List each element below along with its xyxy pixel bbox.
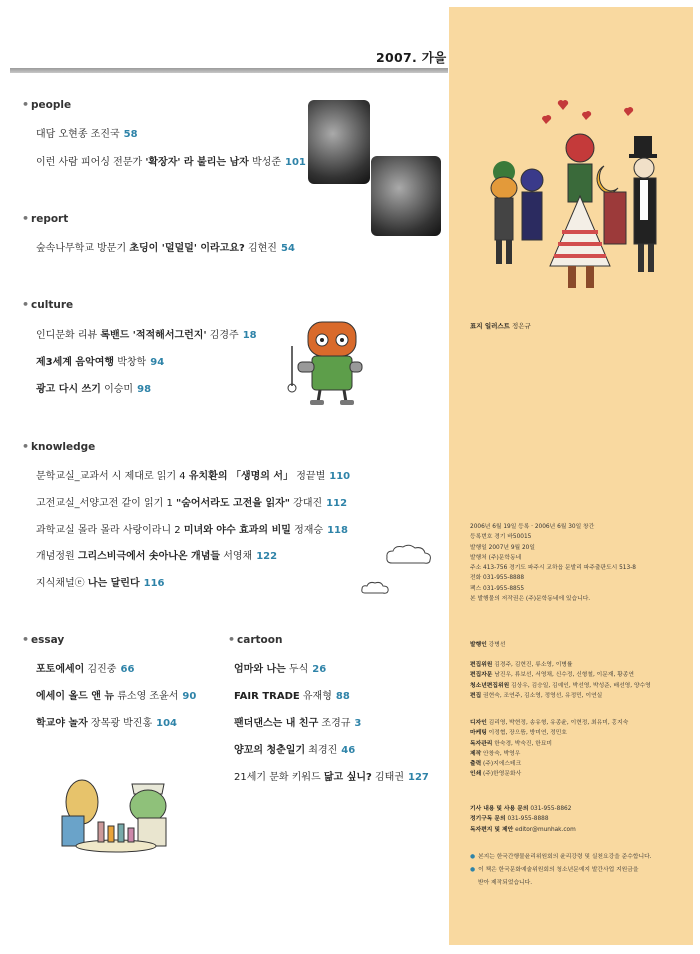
publication-info: 2006년 6월 19일 등록 · 2006년 6월 30일 창간 등록번호 경기 바50015 발행일 2007년 9월 20일 발행처 (주)문학동네 주소 413-756 경기도 파주시 교하읍 문발리 파주출판도시 513-8 전화 031-955-8888 팩스 031-955-8855 본 발행물의 저작권은 (주)문학동네에 있습니다. (470, 524, 636, 603)
section-essay (22, 633, 64, 646)
portrait-photo (371, 156, 441, 236)
section-culture (22, 298, 73, 311)
toc-entry[interactable]: 인디문화 리뷰 록밴드 '적적해서그런지' 김경주 18 (36, 330, 257, 341)
bullet-icon: • (22, 440, 30, 453)
production-staff: 디자인 김리영, 박현정, 송유형, 유종윤, 이현정, 최유미, 홍지숙 마케팅 이정협, 장으뜸, 방미연, 정민호 독자관리 한숙경, 박숙진, 한묘미 제작 안창숙, 박영우 출력 (주)지에스테크 인쇄 (주)한영문화사 (470, 720, 629, 778)
toc-entry[interactable]: 양꼬의 청춘일기 최경진 46 (234, 745, 356, 756)
toc-entry[interactable]: 개념정원 그리스비극에서 솟아나온 개념들 서영채 122 (36, 551, 278, 562)
bullet-icon: • (228, 633, 236, 646)
section-cartoon (228, 633, 282, 646)
section-title: culture (31, 299, 74, 311)
toc-entry[interactable]: 포토에세이 김진중 66 (36, 664, 135, 675)
section-report (22, 212, 68, 225)
toc-entry[interactable]: 과학교실 몰라 몰라 사랑이라니 2 미녀와 야수 효과의 비밀 정재승 118 (36, 525, 348, 536)
toc-entry[interactable]: 학교야 놀자 장목광 박진홍 104 (36, 718, 177, 729)
section-title: knowledge (31, 441, 96, 453)
toc-entry[interactable]: 대담 오현종 조진국 58 (36, 129, 138, 140)
toc-entry[interactable]: 팬더댄스는 내 친구 조경규 3 (234, 718, 362, 729)
editorial-staff: 편집위원 김경주, 김현진, 류소영, 이병률 편집자문 남진우, 류보선, 서영채, 신수정, 신형철, 이문재, 황종연 청소년편집위원 김상우, 김승일, 김예인, 박선영, 박성준, 배선영, 양수영 편집 권현숙, 조연주, 김소영, 정영선, 유정민, 이연실 (470, 662, 651, 699)
section-title: people (31, 99, 72, 111)
toc-entry[interactable]: 이런 사람 피어싱 전문가 '확장자' 라 불리는 남자 박성준 101 (36, 157, 306, 168)
bullet-icon: • (22, 633, 30, 646)
ethics-note: ● 본지는 한국간행물윤리위원회의 윤리강령 및 실천요강을 준수합니다. (470, 854, 652, 860)
toc-entry[interactable]: 문학교실_교과서 시 제대로 읽기 4 유치환의 「생명의 서」 정끝별 110 (36, 471, 351, 482)
cloud-icon (384, 543, 434, 567)
two-figures-illustration (58, 772, 176, 858)
issue-date: 2007. 가을 (376, 50, 447, 65)
section-title: essay (31, 634, 65, 646)
grant-note: ● 이 책은 한국문화예술위원회의 청소년문예지 발간사업 지원금을 (470, 867, 639, 873)
toc-entry[interactable]: 광고 다시 쓰기 이승미 98 (36, 384, 152, 395)
toc-entry[interactable]: 에세이 올드 앤 뉴 류소영 조윤서 90 (36, 691, 197, 702)
header-rule (10, 68, 448, 73)
bullet-icon: ● (470, 854, 476, 860)
bullet-icon: • (22, 212, 30, 225)
robot-illustration (282, 316, 368, 408)
section-title: report (31, 213, 69, 225)
section-people (22, 98, 71, 111)
section-knowledge (22, 440, 95, 453)
portrait-photo (308, 100, 370, 184)
section-title: cartoon (237, 634, 283, 646)
toc-entry[interactable]: 지식채널ⓔ 나는 달린다 116 (36, 578, 165, 589)
publisher-line: 발행인 강병선 (470, 642, 506, 648)
cloud-icon (360, 580, 390, 596)
bullet-icon: • (22, 98, 30, 111)
toc-entry[interactable]: 엄마와 나는 두식 26 (234, 664, 327, 675)
toc-entry[interactable]: 제3세계 음악여행 박창학 94 (36, 357, 165, 368)
grant-note-cont: 받아 제작되었습니다. (478, 880, 533, 886)
toc-entry[interactable]: 숲속나무학교 방문기 초딩이 '덜덜덜' 이라고요? 김현진 54 (36, 243, 295, 254)
contact-info: 기사 내용 및 사용 문의 031-955-8862 정기구독 문의 031-955-8888 독자편지 및 제안 editor@munhak.com (470, 806, 576, 833)
toc-entry[interactable]: 고전교실_서양고전 같이 읽기 1 "숨어서라도 고전을 읽자" 강대진 112 (36, 498, 348, 509)
cover-credit: 표지 일러스트 정은규 (470, 322, 531, 330)
toc-entry[interactable]: FAIR TRADE 유재형 88 (234, 691, 350, 702)
bullet-icon: • (22, 298, 30, 311)
toc-entry[interactable]: 21세기 문화 키워드 닮고 싶니? 김태권 127 (234, 772, 429, 783)
bullet-icon: ● (470, 867, 476, 873)
cover-illustration (484, 96, 674, 308)
